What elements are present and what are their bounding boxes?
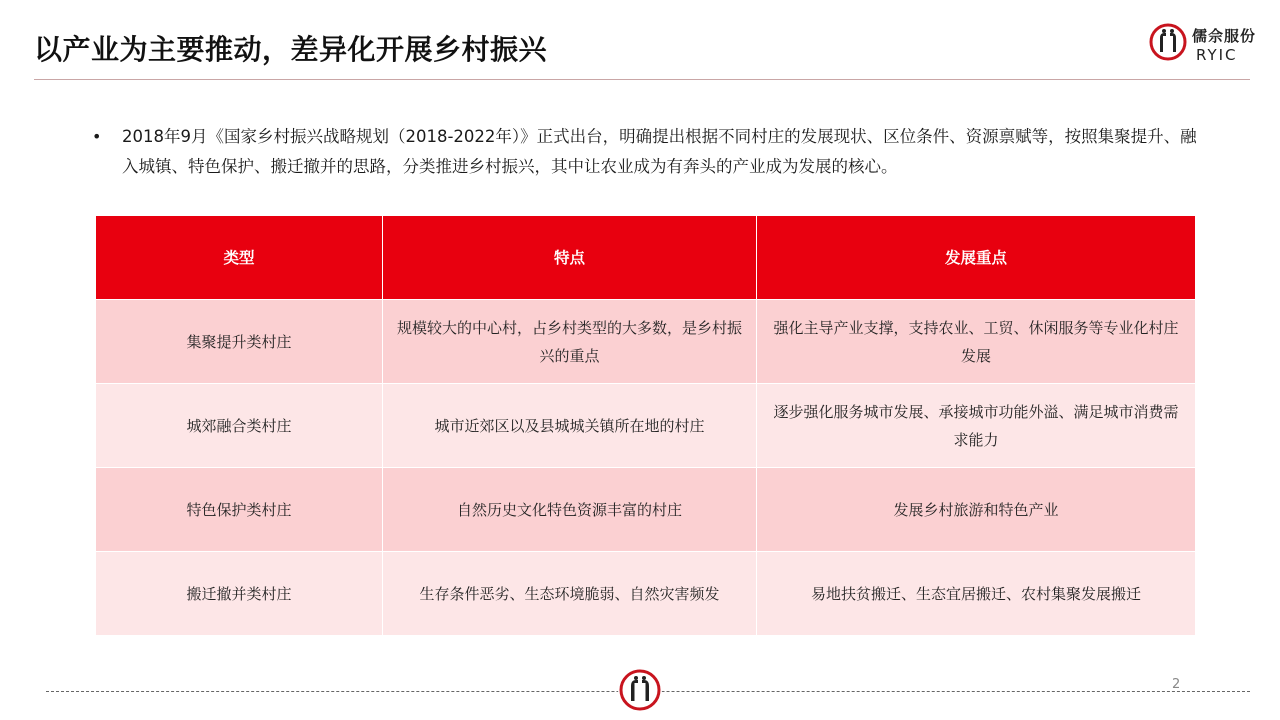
cell-type: 搬迁撤并类村庄	[96, 552, 383, 636]
company-logo	[1148, 22, 1268, 74]
title-divider	[34, 79, 1250, 80]
cell-focus: 强化主导产业支撑，支持农业、工贸、休闲服务等专业化村庄发展	[757, 300, 1195, 384]
table-row	[96, 384, 1195, 468]
bullet-icon: •	[92, 127, 102, 146]
intro-text: 2018年9月《国家乡村振兴战略规划（2018-2022年）》正式出台，明确提出根据不同村庄的发展现状、区位条件、资源禀赋等，按照集聚提升、融入城镇、特色保护、搬迁撤并的思路，分类推进乡村振兴，其中让农业成为有奔头的产业成为发展的核心。	[122, 127, 1197, 176]
cell-type: 特色保护类村庄	[96, 468, 383, 552]
ryic-logo-icon	[1148, 22, 1188, 62]
header-focus: 发展重点	[757, 216, 1195, 300]
cell-type: 集聚提升类村庄	[96, 300, 383, 384]
cell-features: 城市近郊区以及县城城关镇所在地的村庄	[383, 384, 757, 468]
page-number: 2	[1172, 677, 1181, 692]
intro-paragraph	[92, 122, 1202, 182]
table-header-row	[96, 216, 1195, 300]
cell-features: 生存条件恶劣、生态环境脆弱、自然灾害频发	[383, 552, 757, 636]
table-row	[96, 300, 1195, 384]
header-type: 类型	[96, 216, 383, 300]
logo-english-text: RYIC	[1196, 46, 1238, 64]
village-types-table	[96, 216, 1195, 636]
cell-features: 规模较大的中心村，占乡村类型的大多数，是乡村振兴的重点	[383, 300, 757, 384]
table-row	[96, 468, 1195, 552]
logo-chinese-text: 儒佘服份	[1192, 27, 1257, 45]
header-features: 特点	[383, 216, 757, 300]
cell-type: 城郊融合类村庄	[96, 384, 383, 468]
ryic-logo-icon	[618, 668, 662, 712]
cell-focus: 发展乡村旅游和特色产业	[757, 468, 1195, 552]
cell-focus: 易地扶贫搬迁、生态宜居搬迁、农村集聚发展搬迁	[757, 552, 1195, 636]
cell-features: 自然历史文化特色资源丰富的村庄	[383, 468, 757, 552]
table-row	[96, 552, 1195, 636]
cell-focus: 逐步强化服务城市发展、承接城市功能外溢、满足城市消费需求能力	[757, 384, 1195, 468]
page-title: 以产业为主要推动，差异化开展乡村振兴	[34, 33, 548, 66]
